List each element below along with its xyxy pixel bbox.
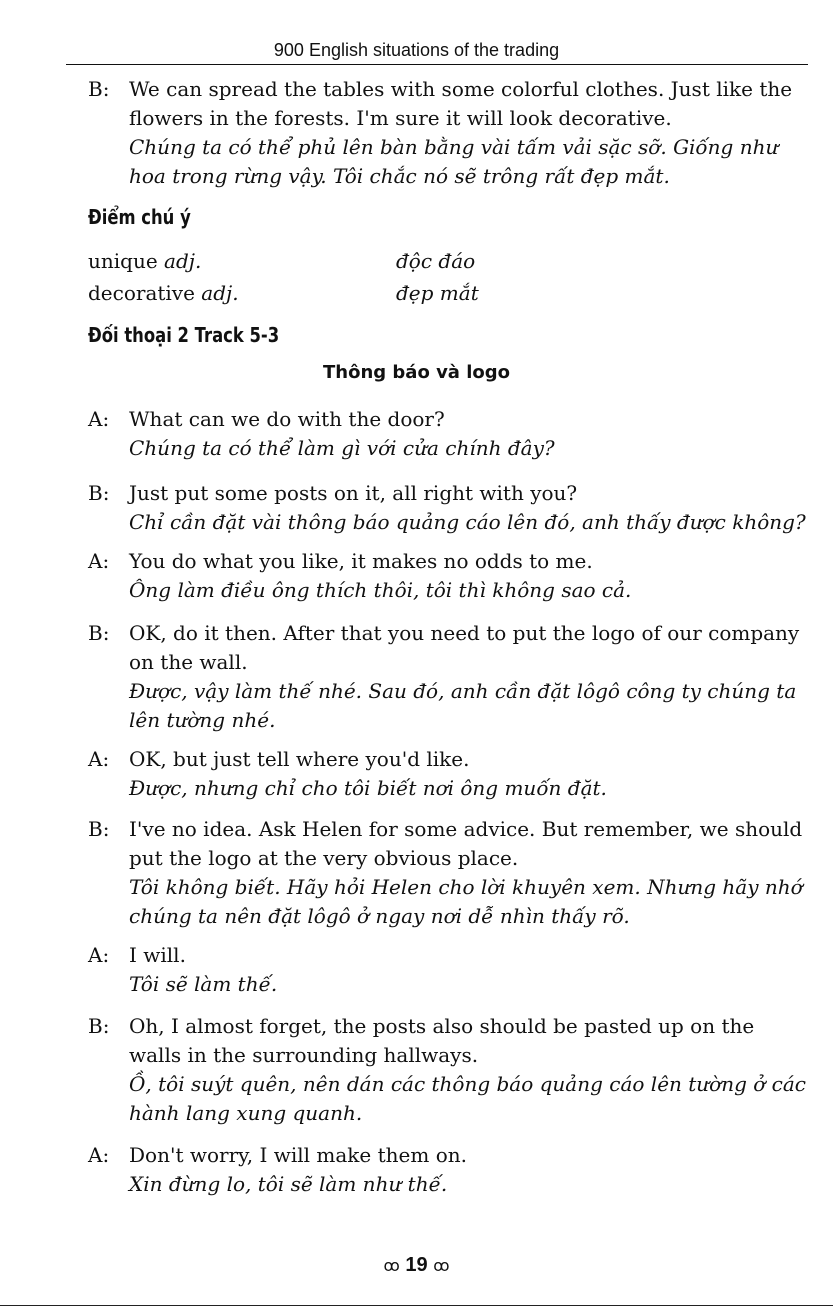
dialogue-line — [88, 1141, 808, 1199]
page-number: 19 — [405, 1254, 428, 1276]
dialogue-line — [88, 745, 808, 803]
vietnamese-text: Chúng ta có thể phủ lên bàn bằng vài tấm vải sặc sỡ. Giống như hoa trong rừng vậy. Tôi chắc nó sẽ trông rất đẹp mắt. — [129, 135, 779, 188]
vietnamese-text: Tôi không biết. Hãy hỏi Helen cho lời khuyên xem. Nhưng hãy nhớ chúng ta nên đặt lôgô ở ngay nơi dễ nhìn thấy rõ. — [129, 875, 803, 928]
bottom-rule — [0, 1305, 833, 1306]
speaker-label: A: — [88, 407, 110, 431]
vocab-meaning: độc đáo — [396, 249, 476, 273]
speaker-label: B: — [88, 77, 110, 101]
header-rule — [66, 64, 808, 65]
vocab-pos: adj. — [201, 281, 239, 305]
vocab-item — [88, 281, 239, 305]
english-text: What can we do with the door? — [129, 407, 445, 431]
dialogue-line — [88, 547, 808, 605]
english-text: I've no idea. Ask Helen for some advice. But remember, we should put the logo at the very obvious place. — [129, 817, 803, 870]
page-footer — [0, 1254, 833, 1277]
dialogue-line — [88, 1012, 808, 1128]
vocab-pos: adj. — [164, 249, 202, 273]
speaker-label: A: — [88, 1143, 110, 1167]
vocab-meaning: đẹp mắt — [396, 281, 479, 305]
speaker-label: B: — [88, 481, 110, 505]
speaker-label: A: — [88, 549, 110, 573]
ornament-right-icon: ꝏ — [433, 1258, 450, 1275]
dialogue-line — [88, 941, 808, 999]
speaker-label: B: — [88, 621, 110, 645]
english-text: You do what you like, it makes no odds to me. — [129, 549, 593, 573]
english-text: We can spread the tables with some colorful clothes. Just like the flowers in the forests. I'm sure it will look decorative. — [129, 77, 793, 130]
vietnamese-text: Tôi sẽ làm thế. — [129, 972, 278, 996]
english-text: Oh, I almost forget, the posts also should be pasted up on the walls in the surrounding hallways. — [129, 1014, 755, 1067]
vietnamese-text: Ồ, tôi suýt quên, nên dán các thông báo quảng cáo lên tường ở các hành lang xung quanh. — [129, 1072, 806, 1125]
speaker-label: A: — [88, 747, 110, 771]
dialogue-title: Thông báo và logo — [322, 362, 511, 383]
dialogue-line — [88, 405, 808, 463]
english-text: I will. — [129, 943, 186, 967]
ornament-left-icon: ꝏ — [383, 1258, 400, 1275]
vocab-word: unique — [88, 249, 158, 273]
english-text: OK, do it then. After that you need to put the logo of our company on the wall. — [129, 621, 800, 674]
english-text: Don't worry, I will make them on. — [129, 1143, 467, 1167]
vietnamese-text: Xin đừng lo, tôi sẽ làm như thế. — [129, 1172, 448, 1196]
speaker-label: A: — [88, 943, 110, 967]
dialogue-line — [88, 479, 808, 537]
running-header: 900 English situations of the trading — [273, 40, 560, 60]
dialogue-heading: Đối thoại 2 Track 5-3 — [88, 323, 280, 347]
intro-dialogue-line — [88, 75, 808, 191]
vietnamese-text: Chỉ cần đặt vài thông báo quảng cáo lên đó, anh thấy được không? — [129, 510, 806, 534]
speaker-label: B: — [88, 1014, 110, 1038]
speaker-label: B: — [88, 817, 110, 841]
vietnamese-text: Được, nhưng chỉ cho tôi biết nơi ông muốn đặt. — [129, 776, 607, 800]
dialogue-line — [88, 619, 808, 735]
english-text: OK, but just tell where you'd like. — [129, 747, 470, 771]
english-text: Just put some posts on it, all right with you? — [129, 481, 578, 505]
vocab-word: decorative — [88, 281, 195, 305]
vocab-item — [88, 249, 201, 273]
vietnamese-text: Chúng ta có thể làm gì với cửa chính đây? — [129, 436, 555, 460]
vietnamese-text: Được, vậy làm thế nhé. Sau đó, anh cần đặt lôgô công ty chúng ta lên tường nhé. — [129, 679, 797, 732]
notes-heading: Điểm chú ý — [88, 205, 191, 229]
dialogue-line — [88, 815, 808, 931]
vietnamese-text: Ông làm điều ông thích thôi, tôi thì không sao cả. — [129, 578, 632, 602]
